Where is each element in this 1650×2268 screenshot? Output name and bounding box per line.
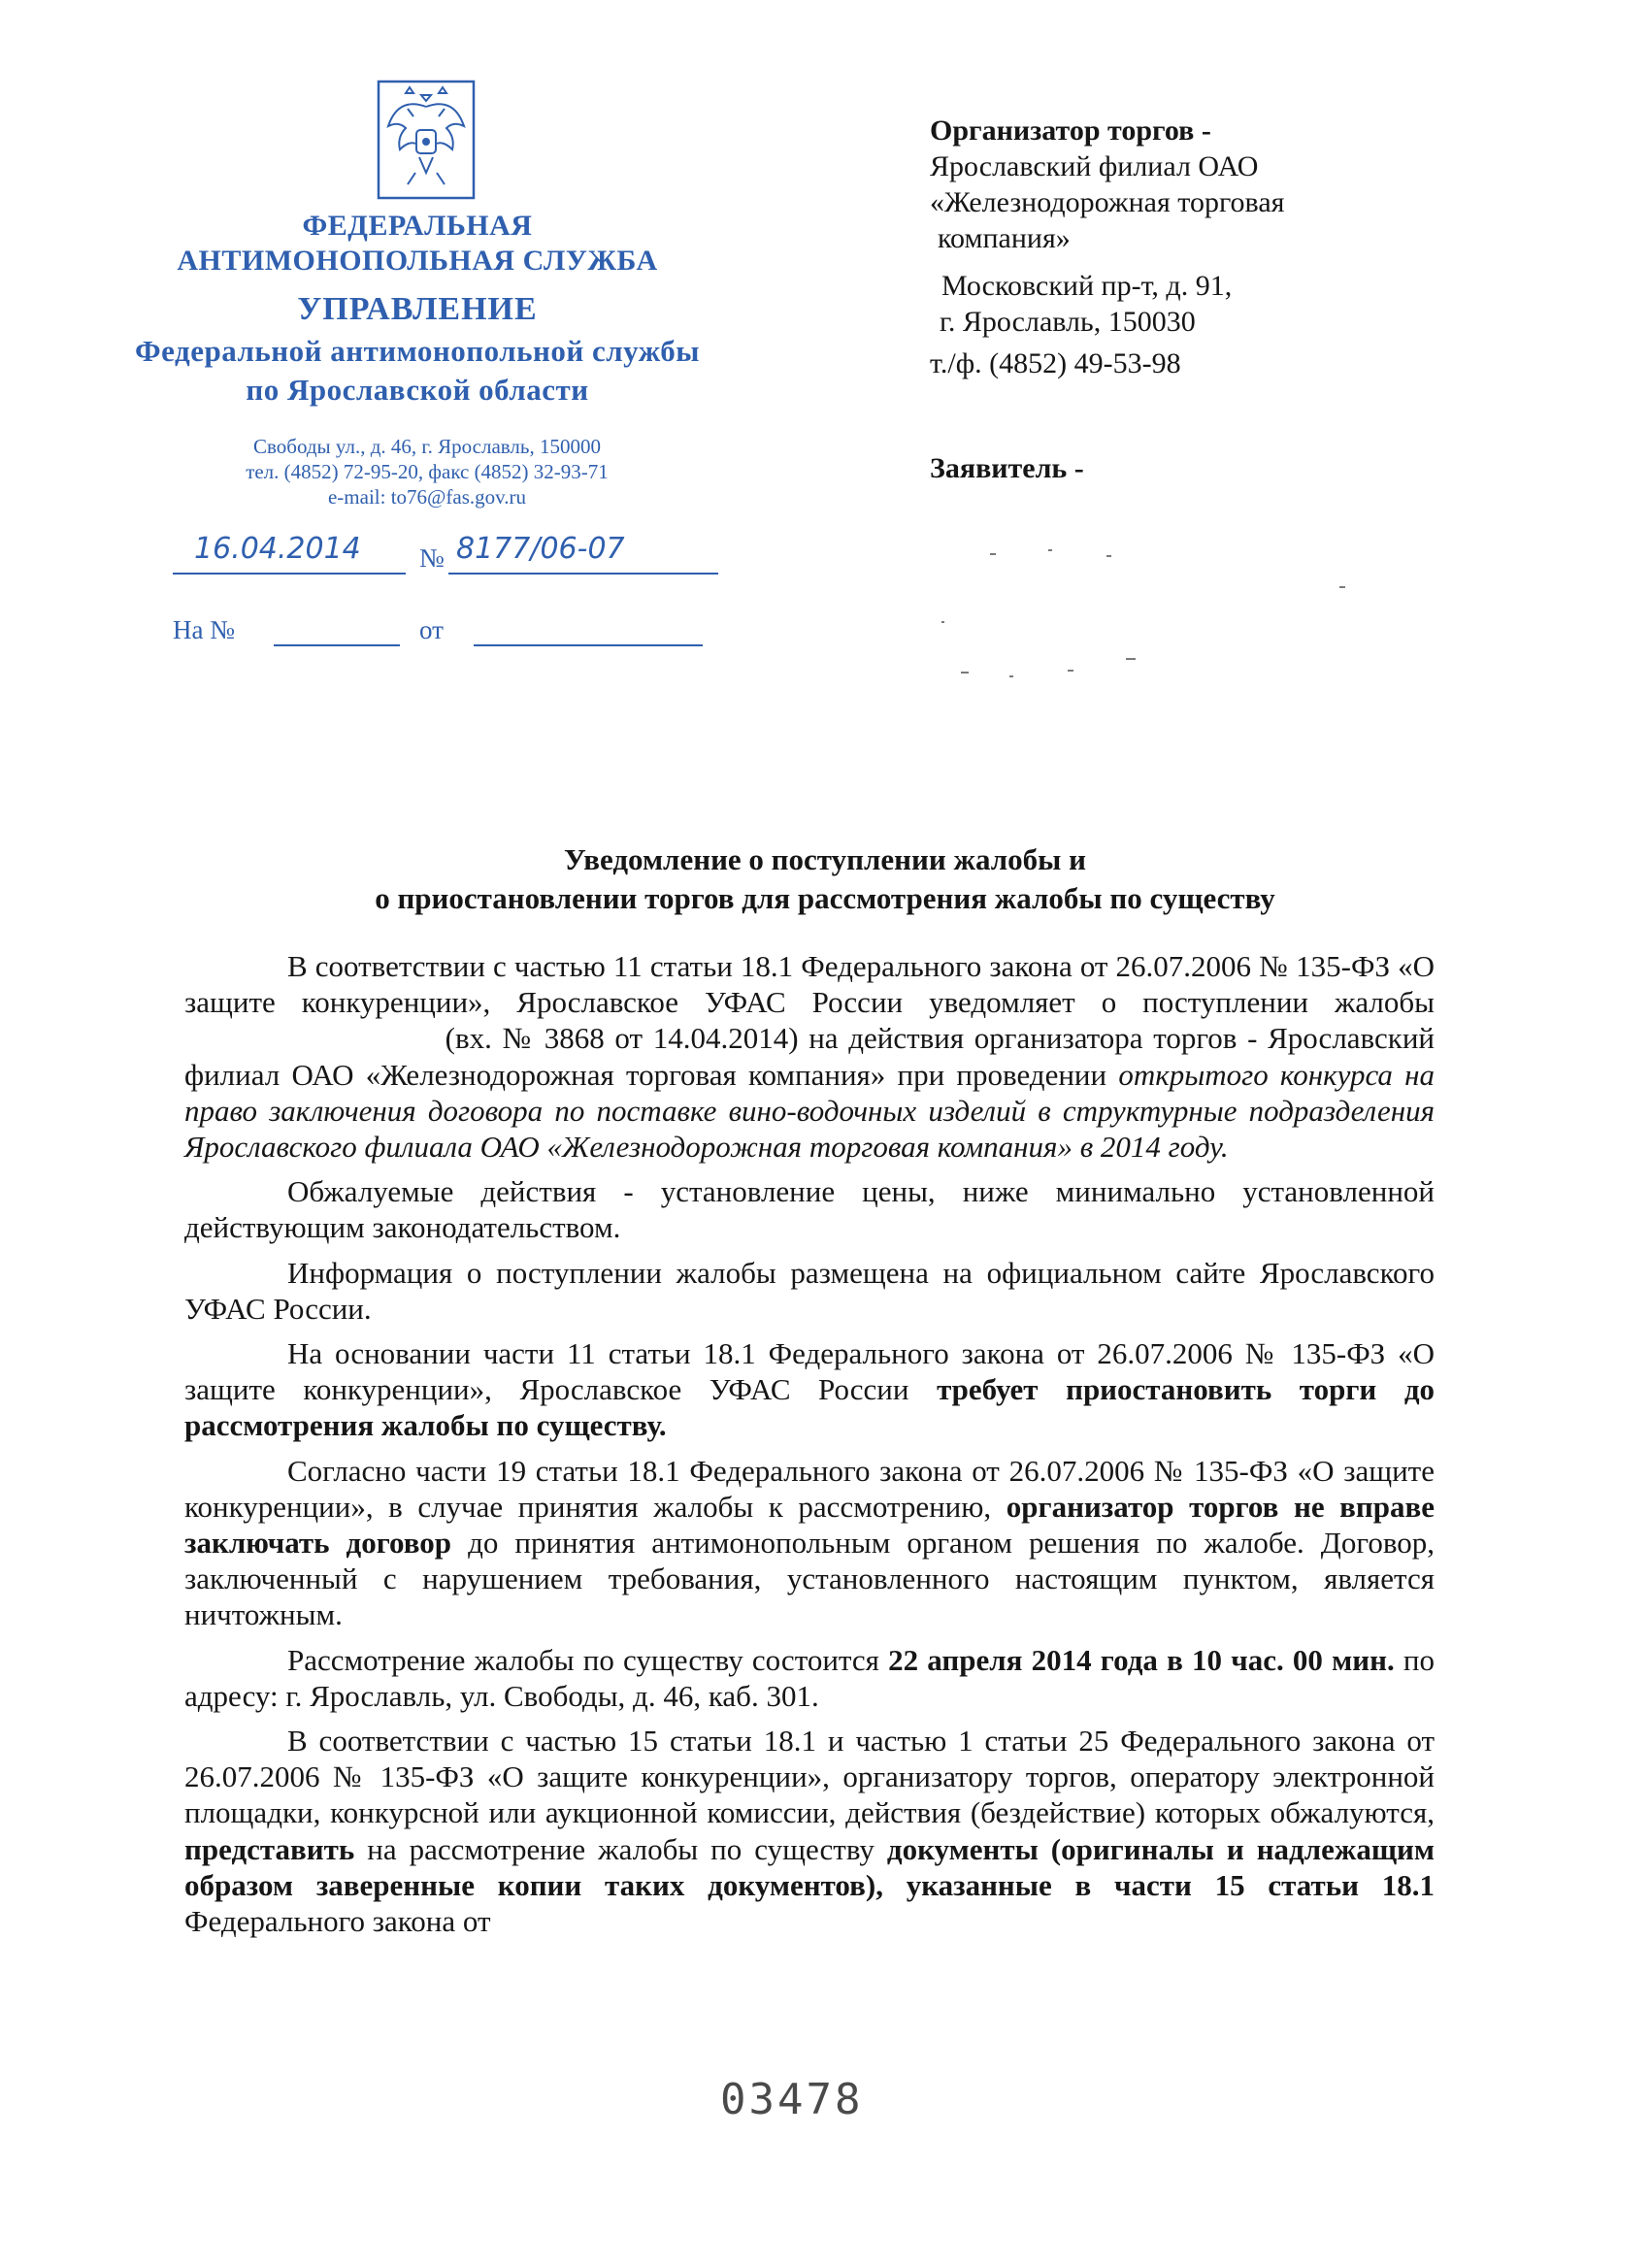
letterhead-line-department: УПРАВЛЕНИЕ (297, 291, 538, 327)
paragraph-hearing-date: Рассмотрение жалобы по существу состоится 22 апреля 2014 года в 10 час. 00 мин. по адресу: г. Ярославль, ул. Свободы, д. 46, каб. 301. (184, 1642, 1436, 1713)
reference-date-underline (474, 644, 703, 646)
reference-number-label: На № (173, 615, 235, 644)
letterhead-line-federal: ФЕДЕРАЛЬНАЯ (302, 210, 533, 242)
letterhead-phone: тел. (4852) 72-95-20, факс (4852) 32-93-71 (246, 460, 609, 483)
organizer-name-line: Ярославский филиал ОАО (930, 150, 1259, 182)
outgoing-date-underline (173, 573, 406, 575)
redacted-applicant-area (932, 543, 1378, 689)
outgoing-number: 8177/06-07 (456, 532, 625, 566)
paragraph-appealed-actions: Обжалуемые действия - установление цены, ниже минимально установленной действующим законодательством. (184, 1174, 1435, 1245)
reference-date-label: от (419, 615, 444, 644)
paragraph-contract-prohibition: Согласно части 19 статьи 18.1 Федерального закона от 26.07.2006 № 135-ФЗ «О защите конкуренции», в случае принятия жалобы к рассмотрению, организатор торгов не вправе заключать договор до принятия антимонопольным органом решения по жалобе. Договор, заключенный с нарушением требования, установленного настоящим пунктом, является ничтожным. (184, 1453, 1435, 1632)
organizer-label: Организатор торгов - (930, 115, 1211, 147)
outgoing-number-sign: № (419, 543, 445, 573)
document-body (184, 948, 1435, 1939)
document-title-line1: Уведомление о поступлении жалобы и (564, 842, 1086, 876)
letterhead-email: e-mail: to76@fas.gov.ru (327, 485, 526, 509)
organizer-phone: т./ф. (4852) 49-53-98 (930, 347, 1181, 379)
paragraph-suspension-demand: На основании части 11 статьи 18.1 Федерального закона от 26.07.2006 № 135-ФЗ «О защите конкуренции», Ярославское УФАС России требует приостановить торги до рассмотрения жалобы по существу. (184, 1336, 1436, 1443)
paragraph-complaint: В соответствии с частью 11 статьи 18.1 Федерального закона от 26.07.2006 № 135-ФЗ «О защите конкуренции», Ярославское УФАС России уведомляет о поступлении жалобы (вх. № 3868 от 14.04.2014) на действия организатора торгов - Ярославский филиал ОАО «Железнодорожная торговая компания» при проведении открытого конкурса на право заключения договора по поставке вино-водочных изделий в структурные подразделения Ярославского филиала ОАО «Железнодорожная торговая компания» в 2014 году. (184, 949, 1435, 1165)
letterhead-line-agency: Федеральной антимонопольной службы (135, 334, 700, 368)
outgoing-date: 16.04.2014 (194, 532, 361, 566)
organizer-name-line: компания» (938, 222, 1071, 254)
organizer-city: г. Ярославль, 150030 (940, 306, 1196, 338)
reference-number-underline (274, 644, 400, 646)
paragraph-website-info: Информация о поступлении жалобы размещена на официальном сайте Ярославского УФАС России. (184, 1255, 1435, 1326)
page-stamp-number: 03478 (720, 2075, 864, 2124)
letterhead-line-region: по Ярославской области (246, 373, 589, 407)
organizer-name-line: «Железнодорожная торговая (930, 186, 1285, 218)
coat-of-arms-emblem (377, 80, 476, 200)
applicant-label: Заявитель - (930, 452, 1084, 484)
letterhead-address: Свободы ул., д. 46, г. Ярославль, 150000 (253, 435, 601, 458)
paragraph-documents-request: В соответствии с частью 15 статьи 18.1 и частью 1 статьи 25 Федерального закона от 26.07.2006 № 135-ФЗ «О защите конкуренции», организатору торгов, оператору электронной площадки, конкурсной или аукционной комиссии, действия (бездействие) которых обжалуются, представить на рассмотрение жалобы по существу документы (оригиналы и надлежащим образом заверенные копии таких документов), указанные в части 15 статьи 18.1 Федерального закона от (184, 1724, 1436, 1939)
organizer-street: Московский пр-т, д. 91, (941, 270, 1233, 302)
document-title-line2: о приостановлении торгов для рассмотрения жалобы по существу (375, 881, 1275, 915)
outgoing-number-underline (448, 573, 718, 575)
letterhead-line-service: АНТИМОНОПОЛЬНАЯ СЛУЖБА (177, 245, 658, 277)
